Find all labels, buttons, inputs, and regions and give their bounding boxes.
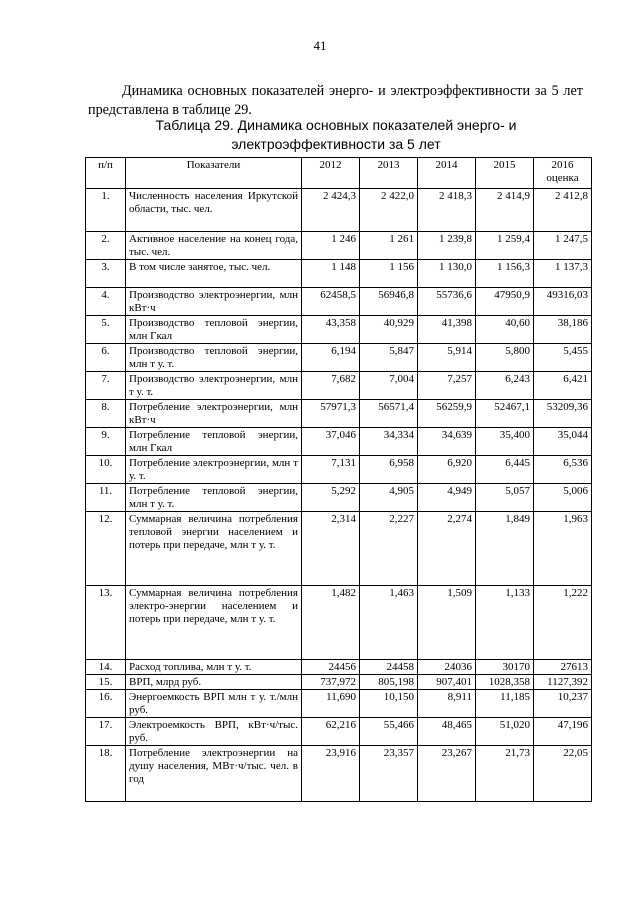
value-2015: 6,243 (476, 372, 534, 400)
value-2015: 1 259,4 (476, 232, 534, 260)
table-row (86, 372, 592, 400)
value-2013: 1 156 (360, 260, 418, 288)
value-2012: 23,916 (302, 746, 360, 802)
value-2014: 1,509 (418, 586, 476, 660)
value-2012: 5,292 (302, 484, 360, 512)
row-indicator: Суммарная величина потребления тепловой энергии населением и потерь при передаче, млн т у. т. (126, 512, 302, 586)
value-2012: 2,314 (302, 512, 360, 586)
value-2013: 805,198 (360, 675, 418, 690)
row-number: 11. (86, 484, 126, 512)
row-indicator: Потребление тепловой энергии, млн т у. т. (126, 484, 302, 512)
table-row (86, 232, 592, 260)
row-indicator: В том числе занятое, тыс. чел. (126, 260, 302, 288)
row-number: 1. (86, 189, 126, 232)
table-row (86, 260, 592, 288)
value-2014: 2 418,3 (418, 189, 476, 232)
value-2012: 11,690 (302, 690, 360, 718)
value-2014: 23,267 (418, 746, 476, 802)
table-row (86, 344, 592, 372)
table-caption-line-2: электроэффективности за 5 лет (231, 136, 441, 152)
row-indicator: Численность населения Иркутской области, тыс. чел. (126, 189, 302, 232)
value-2014: 56259,9 (418, 400, 476, 428)
table-row (86, 586, 592, 660)
value-2016: 5,006 (534, 484, 592, 512)
value-2015: 5,800 (476, 344, 534, 372)
value-2014: 7,257 (418, 372, 476, 400)
value-2012: 24456 (302, 660, 360, 675)
value-2016: 38,186 (534, 316, 592, 344)
row-number: 6. (86, 344, 126, 372)
value-2015: 1028,358 (476, 675, 534, 690)
row-number: 16. (86, 690, 126, 718)
value-2013: 10,150 (360, 690, 418, 718)
table-row (86, 690, 592, 718)
value-2013: 4,905 (360, 484, 418, 512)
value-2015: 30170 (476, 660, 534, 675)
value-2012: 57971,3 (302, 400, 360, 428)
value-2015: 52467,1 (476, 400, 534, 428)
row-indicator: Производство электроэнергии, млн т у. т. (126, 372, 302, 400)
value-2016: 5,455 (534, 344, 592, 372)
indicators-table (85, 157, 592, 802)
table-row (86, 660, 592, 675)
value-2016: 22,05 (534, 746, 592, 802)
value-2016: 1,222 (534, 586, 592, 660)
value-2015: 11,185 (476, 690, 534, 718)
table-row (86, 316, 592, 344)
value-2014: 41,398 (418, 316, 476, 344)
row-number: 5. (86, 316, 126, 344)
value-2014: 24036 (418, 660, 476, 675)
value-2013: 5,847 (360, 344, 418, 372)
table-row (86, 512, 592, 586)
row-number: 17. (86, 718, 126, 746)
value-2016: 27613 (534, 660, 592, 675)
row-indicator: Энергоемкость ВРП млн т у. т./млн руб. (126, 690, 302, 718)
value-2015: 1 156,3 (476, 260, 534, 288)
header-indicator: Показатели (126, 158, 302, 189)
row-number: 13. (86, 586, 126, 660)
value-2016: 49316,03 (534, 288, 592, 316)
value-2016: 10,237 (534, 690, 592, 718)
value-2014: 8,911 (418, 690, 476, 718)
value-2013: 56946,8 (360, 288, 418, 316)
value-2013: 1 261 (360, 232, 418, 260)
table-caption-line-1: Таблица 29. Динамика основных показателей энерго- и (155, 117, 517, 133)
value-2012: 43,358 (302, 316, 360, 344)
row-indicator: ВРП, млрд руб. (126, 675, 302, 690)
value-2013: 34,334 (360, 428, 418, 456)
header-2016-estimate: 2016 оценка (534, 158, 592, 189)
header-2014: 2014 (418, 158, 476, 189)
value-2015: 40,60 (476, 316, 534, 344)
table-row (86, 484, 592, 512)
value-2012: 7,131 (302, 456, 360, 484)
table-row (86, 746, 592, 802)
table-row (86, 189, 592, 232)
value-2012: 1 246 (302, 232, 360, 260)
value-2016: 1 137,3 (534, 260, 592, 288)
page-number: 41 (313, 38, 327, 53)
table-row (86, 428, 592, 456)
value-2015: 1,849 (476, 512, 534, 586)
value-2014: 907,401 (418, 675, 476, 690)
value-2012: 62,216 (302, 718, 360, 746)
table-row (86, 288, 592, 316)
row-number: 15. (86, 675, 126, 690)
value-2015: 5,057 (476, 484, 534, 512)
value-2016: 1127,392 (534, 675, 592, 690)
row-number: 4. (86, 288, 126, 316)
header-number: п/п (86, 158, 126, 189)
table-row (86, 456, 592, 484)
value-2016: 47,196 (534, 718, 592, 746)
row-number: 18. (86, 746, 126, 802)
value-2016: 6,536 (534, 456, 592, 484)
value-2014: 55736,6 (418, 288, 476, 316)
value-2012: 62458,5 (302, 288, 360, 316)
value-2016: 2 412,8 (534, 189, 592, 232)
header-2013: 2013 (360, 158, 418, 189)
header-2012: 2012 (302, 158, 360, 189)
value-2015: 21,73 (476, 746, 534, 802)
value-2013: 56571,4 (360, 400, 418, 428)
value-2015: 51,020 (476, 718, 534, 746)
row-number: 14. (86, 660, 126, 675)
value-2013: 24458 (360, 660, 418, 675)
value-2016: 53209,36 (534, 400, 592, 428)
value-2014: 48,465 (418, 718, 476, 746)
table-body (86, 189, 592, 802)
value-2014: 6,920 (418, 456, 476, 484)
value-2014: 34,639 (418, 428, 476, 456)
table-row (86, 675, 592, 690)
value-2013: 40,929 (360, 316, 418, 344)
value-2014: 1 130,0 (418, 260, 476, 288)
table-row (86, 400, 592, 428)
value-2015: 2 414,9 (476, 189, 534, 232)
value-2013: 1,463 (360, 586, 418, 660)
value-2014: 5,914 (418, 344, 476, 372)
row-number: 10. (86, 456, 126, 484)
row-number: 2. (86, 232, 126, 260)
value-2015: 1,133 (476, 586, 534, 660)
row-number: 8. (86, 400, 126, 428)
row-number: 3. (86, 260, 126, 288)
value-2012: 2 424,3 (302, 189, 360, 232)
value-2012: 7,682 (302, 372, 360, 400)
value-2016: 1 247,5 (534, 232, 592, 260)
value-2012: 37,046 (302, 428, 360, 456)
value-2012: 737,972 (302, 675, 360, 690)
value-2012: 1 148 (302, 260, 360, 288)
value-2015: 6,445 (476, 456, 534, 484)
value-2014: 4,949 (418, 484, 476, 512)
value-2013: 23,357 (360, 746, 418, 802)
row-number: 12. (86, 512, 126, 586)
header-2015: 2015 (476, 158, 534, 189)
row-indicator: Потребление электроэнергии на душу населения, МВт·ч/тыс. чел. в год (126, 746, 302, 802)
row-indicator: Производство тепловой энергии, млн Гкал (126, 316, 302, 344)
value-2014: 1 239,8 (418, 232, 476, 260)
row-indicator: Потребление электроэнергии, млн т у. т. (126, 456, 302, 484)
value-2014: 2,274 (418, 512, 476, 586)
table-caption (96, 116, 576, 154)
row-indicator: Производство тепловой энергии, млн т у. т. (126, 344, 302, 372)
value-2016: 1,963 (534, 512, 592, 586)
value-2012: 6,194 (302, 344, 360, 372)
row-indicator: Активное население на конец года, тыс. чел. (126, 232, 302, 260)
value-2016: 35,044 (534, 428, 592, 456)
row-indicator: Расход топлива, млн т у. т. (126, 660, 302, 675)
value-2015: 47950,9 (476, 288, 534, 316)
row-indicator: Потребление электроэнергии, млн кВт·ч (126, 400, 302, 428)
value-2013: 7,004 (360, 372, 418, 400)
value-2013: 2,227 (360, 512, 418, 586)
value-2013: 55,466 (360, 718, 418, 746)
value-2012: 1,482 (302, 586, 360, 660)
row-number: 9. (86, 428, 126, 456)
table-row (86, 718, 592, 746)
row-indicator: Суммарная величина потребления электро-энергии населением и потерь при передаче, млн т у. т. (126, 586, 302, 660)
value-2016: 6,421 (534, 372, 592, 400)
row-indicator: Потребление тепловой энергии, млн Гкал (126, 428, 302, 456)
row-number: 7. (86, 372, 126, 400)
value-2013: 2 422,0 (360, 189, 418, 232)
row-indicator: Производство электроэнергии, млн кВт·ч (126, 288, 302, 316)
intro-paragraph: Динамика основных показателей энерго- и электроэффективности за 5 лет представлена в таблице 29. (88, 83, 583, 119)
value-2013: 6,958 (360, 456, 418, 484)
table-header-row (86, 158, 592, 189)
row-indicator: Электроемкость ВРП, кВт·ч/тыс. руб. (126, 718, 302, 746)
value-2015: 35,400 (476, 428, 534, 456)
